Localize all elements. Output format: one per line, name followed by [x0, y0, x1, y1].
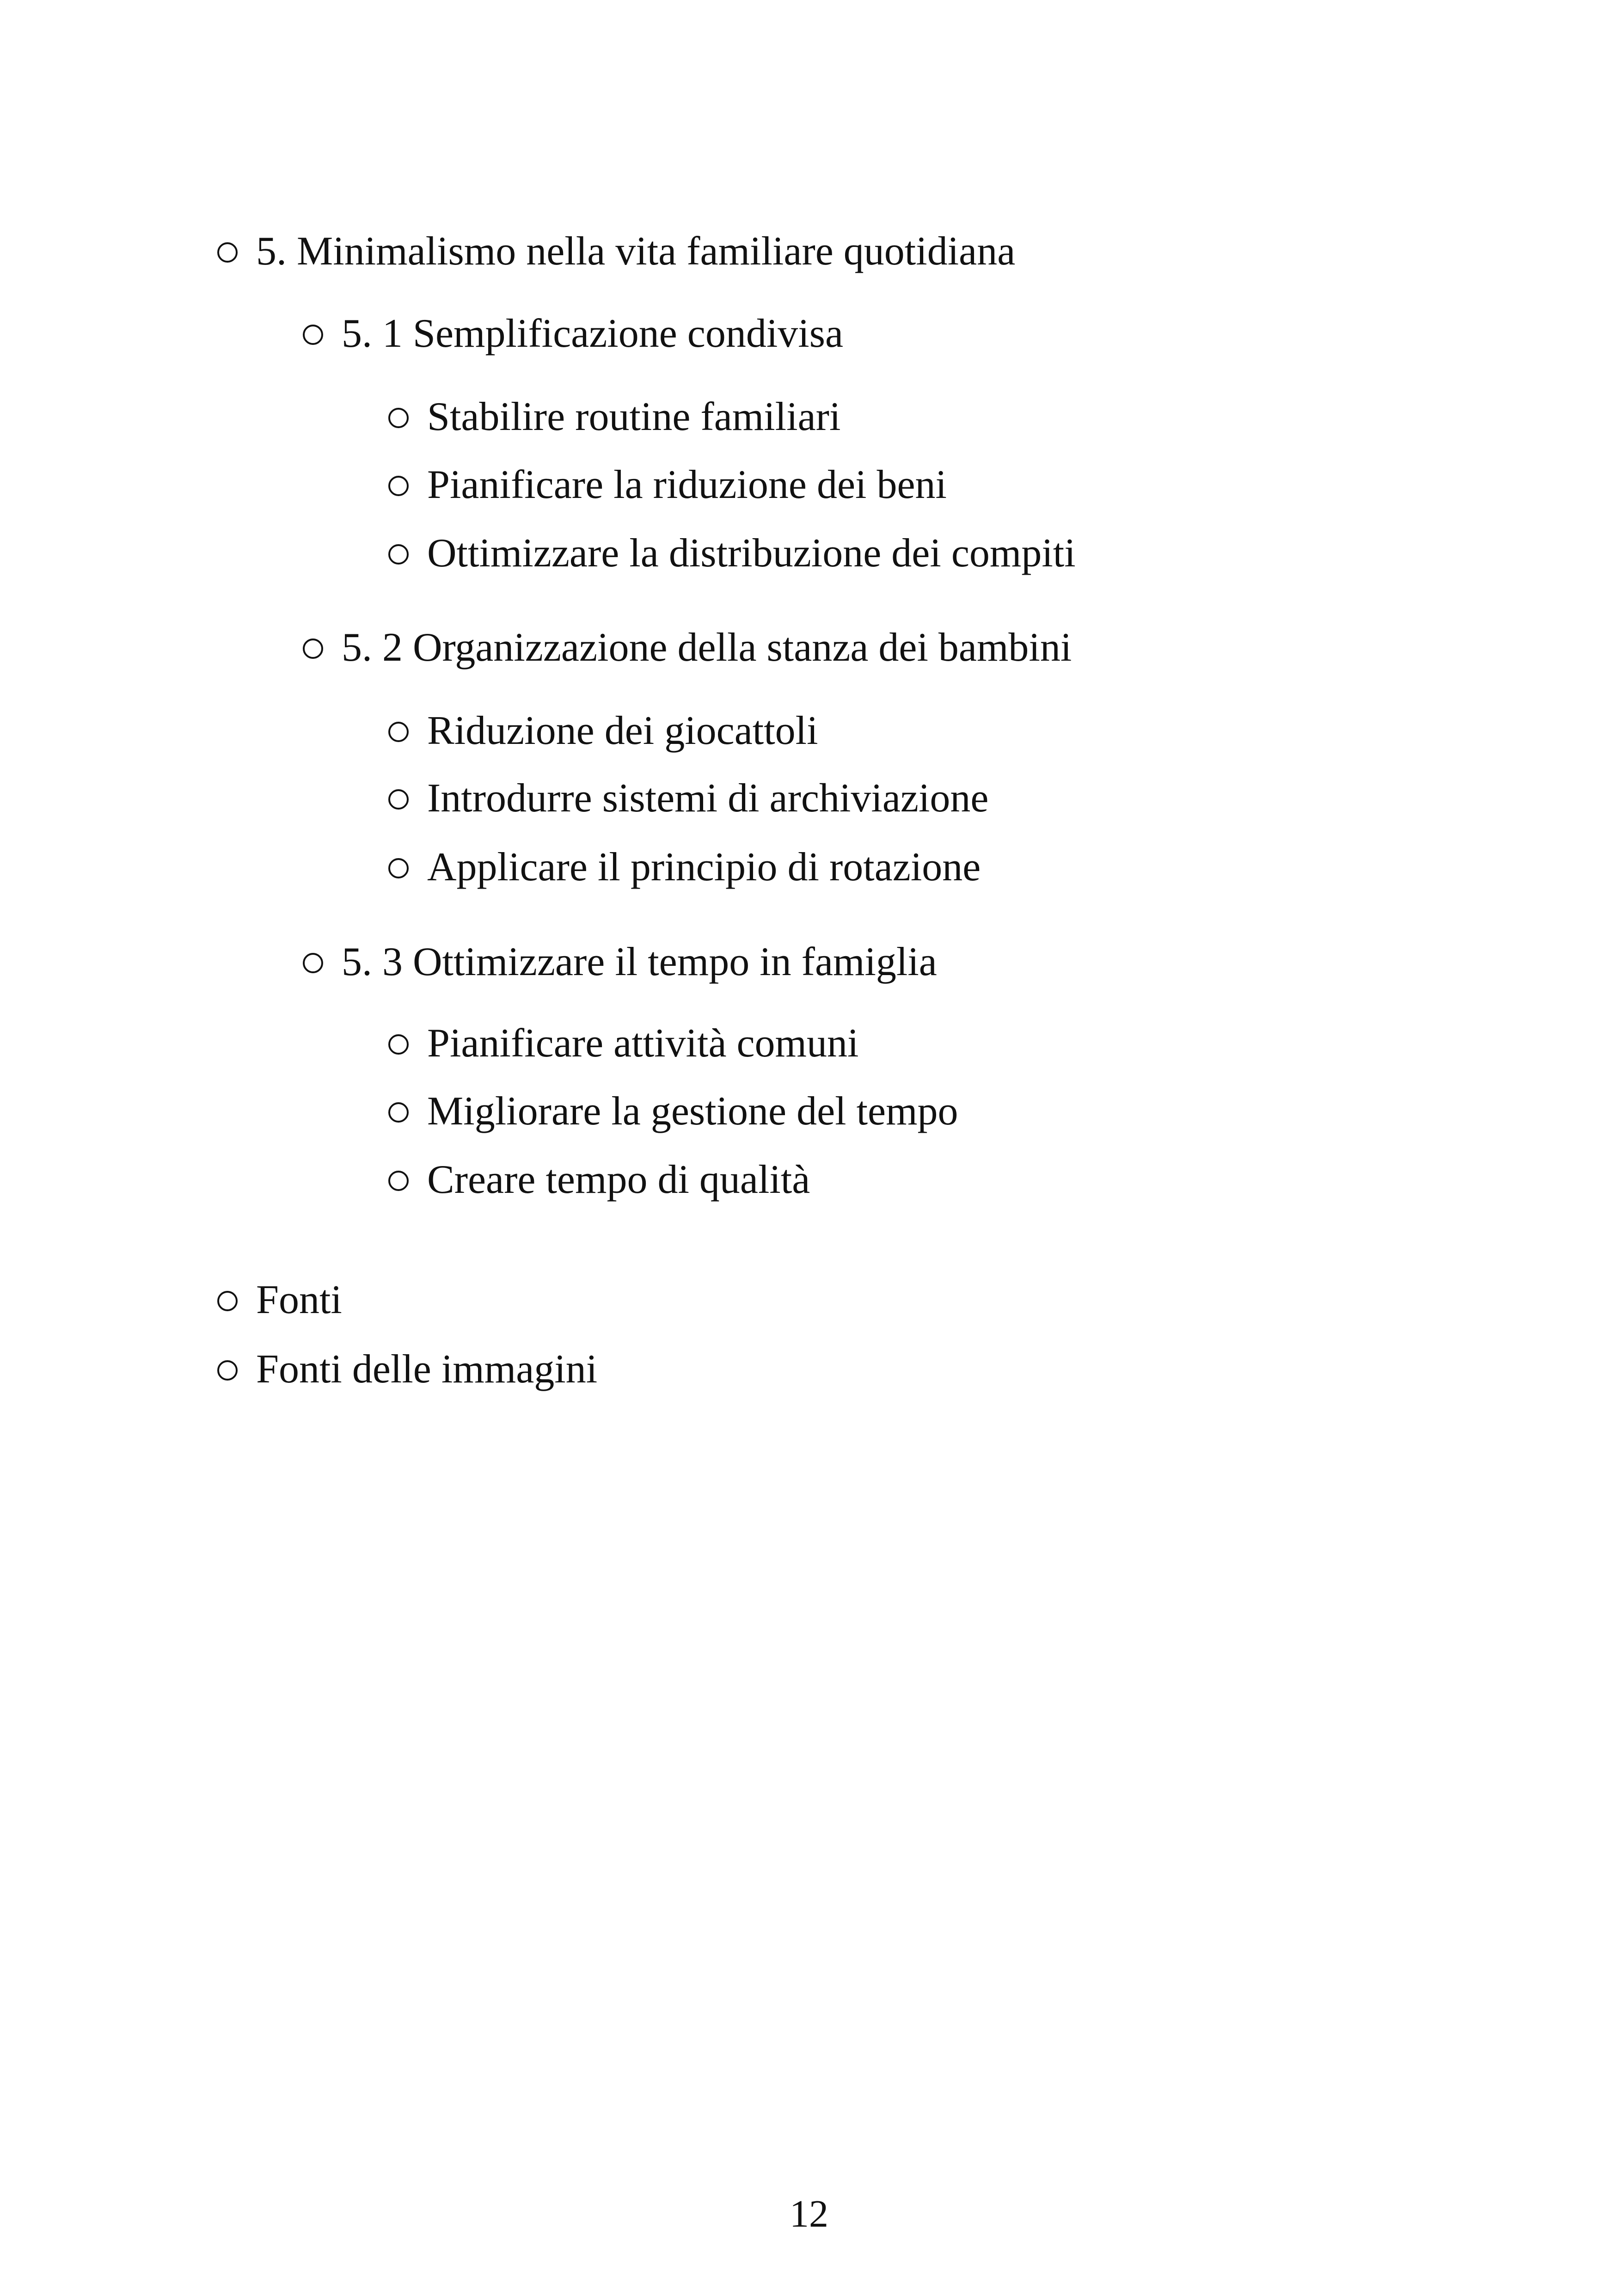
toc-item-label: Pianificare attività comuni [427, 1021, 859, 1066]
toc-section-5-label: 5. Minimalismo nella vita familiare quotidiana [256, 229, 1016, 274]
hollow-bullet-icon [303, 638, 323, 659]
hollow-bullet-icon [388, 408, 409, 428]
hollow-bullet-icon [388, 722, 409, 742]
toc-item-label: Applicare il principio di rotazione [427, 845, 981, 890]
hollow-bullet-icon [217, 1291, 238, 1311]
toc-sources-label: Fonti [256, 1277, 342, 1322]
toc-item-label: Migliorare la gestione del tempo [427, 1089, 958, 1134]
toc-section-5-1 [303, 313, 843, 354]
toc-section-5-3 [303, 939, 937, 984]
toc-item [388, 708, 818, 753]
hollow-bullet-icon [388, 858, 409, 878]
toc-item [388, 1023, 858, 1064]
toc-item-label: Creare tempo di qualità [427, 1157, 810, 1202]
toc-item [388, 533, 1076, 574]
toc-section-5 [217, 231, 1015, 272]
hollow-bullet-icon [388, 1102, 409, 1123]
toc-sources [217, 1277, 342, 1322]
hollow-bullet-icon [303, 953, 323, 973]
hollow-bullet-icon [388, 544, 409, 565]
toc-item [388, 847, 981, 888]
toc-item [388, 778, 988, 819]
toc-image-sources [217, 1349, 597, 1390]
toc-item [388, 394, 841, 439]
toc-item-label: Ottimizzare la distribuzione dei compiti [427, 531, 1076, 576]
toc-item-label: Pianificare la riduzione dei beni [427, 462, 947, 507]
toc-item [388, 1157, 810, 1202]
hollow-bullet-icon [217, 1360, 238, 1381]
toc-item [388, 1091, 958, 1132]
toc-section-5-2-label: 5. 2 Organizzazione della stanza dei bambini [342, 625, 1072, 670]
toc-image-sources-label: Fonti delle immagini [256, 1347, 598, 1392]
hollow-bullet-icon [388, 1034, 409, 1055]
toc-section-5-1-label: 5. 1 Semplificazione condivisa [342, 311, 844, 356]
hollow-bullet-icon [388, 1171, 409, 1191]
toc-item-label: Riduzione dei giocattoli [427, 708, 818, 753]
hollow-bullet-icon [388, 476, 409, 496]
hollow-bullet-icon [388, 789, 409, 810]
toc-section-5-3-label: 5. 3 Ottimizzare il tempo in famiglia [342, 939, 937, 984]
page-number: 12 [790, 2192, 828, 2235]
toc-item-label: Stabilire routine familiari [427, 394, 841, 439]
hollow-bullet-icon [217, 242, 238, 263]
toc-item-label: Introdurre sistemi di archiviazione [427, 776, 989, 821]
toc-item [388, 462, 947, 507]
hollow-bullet-icon [303, 325, 323, 345]
toc-section-5-2 [303, 627, 1072, 668]
